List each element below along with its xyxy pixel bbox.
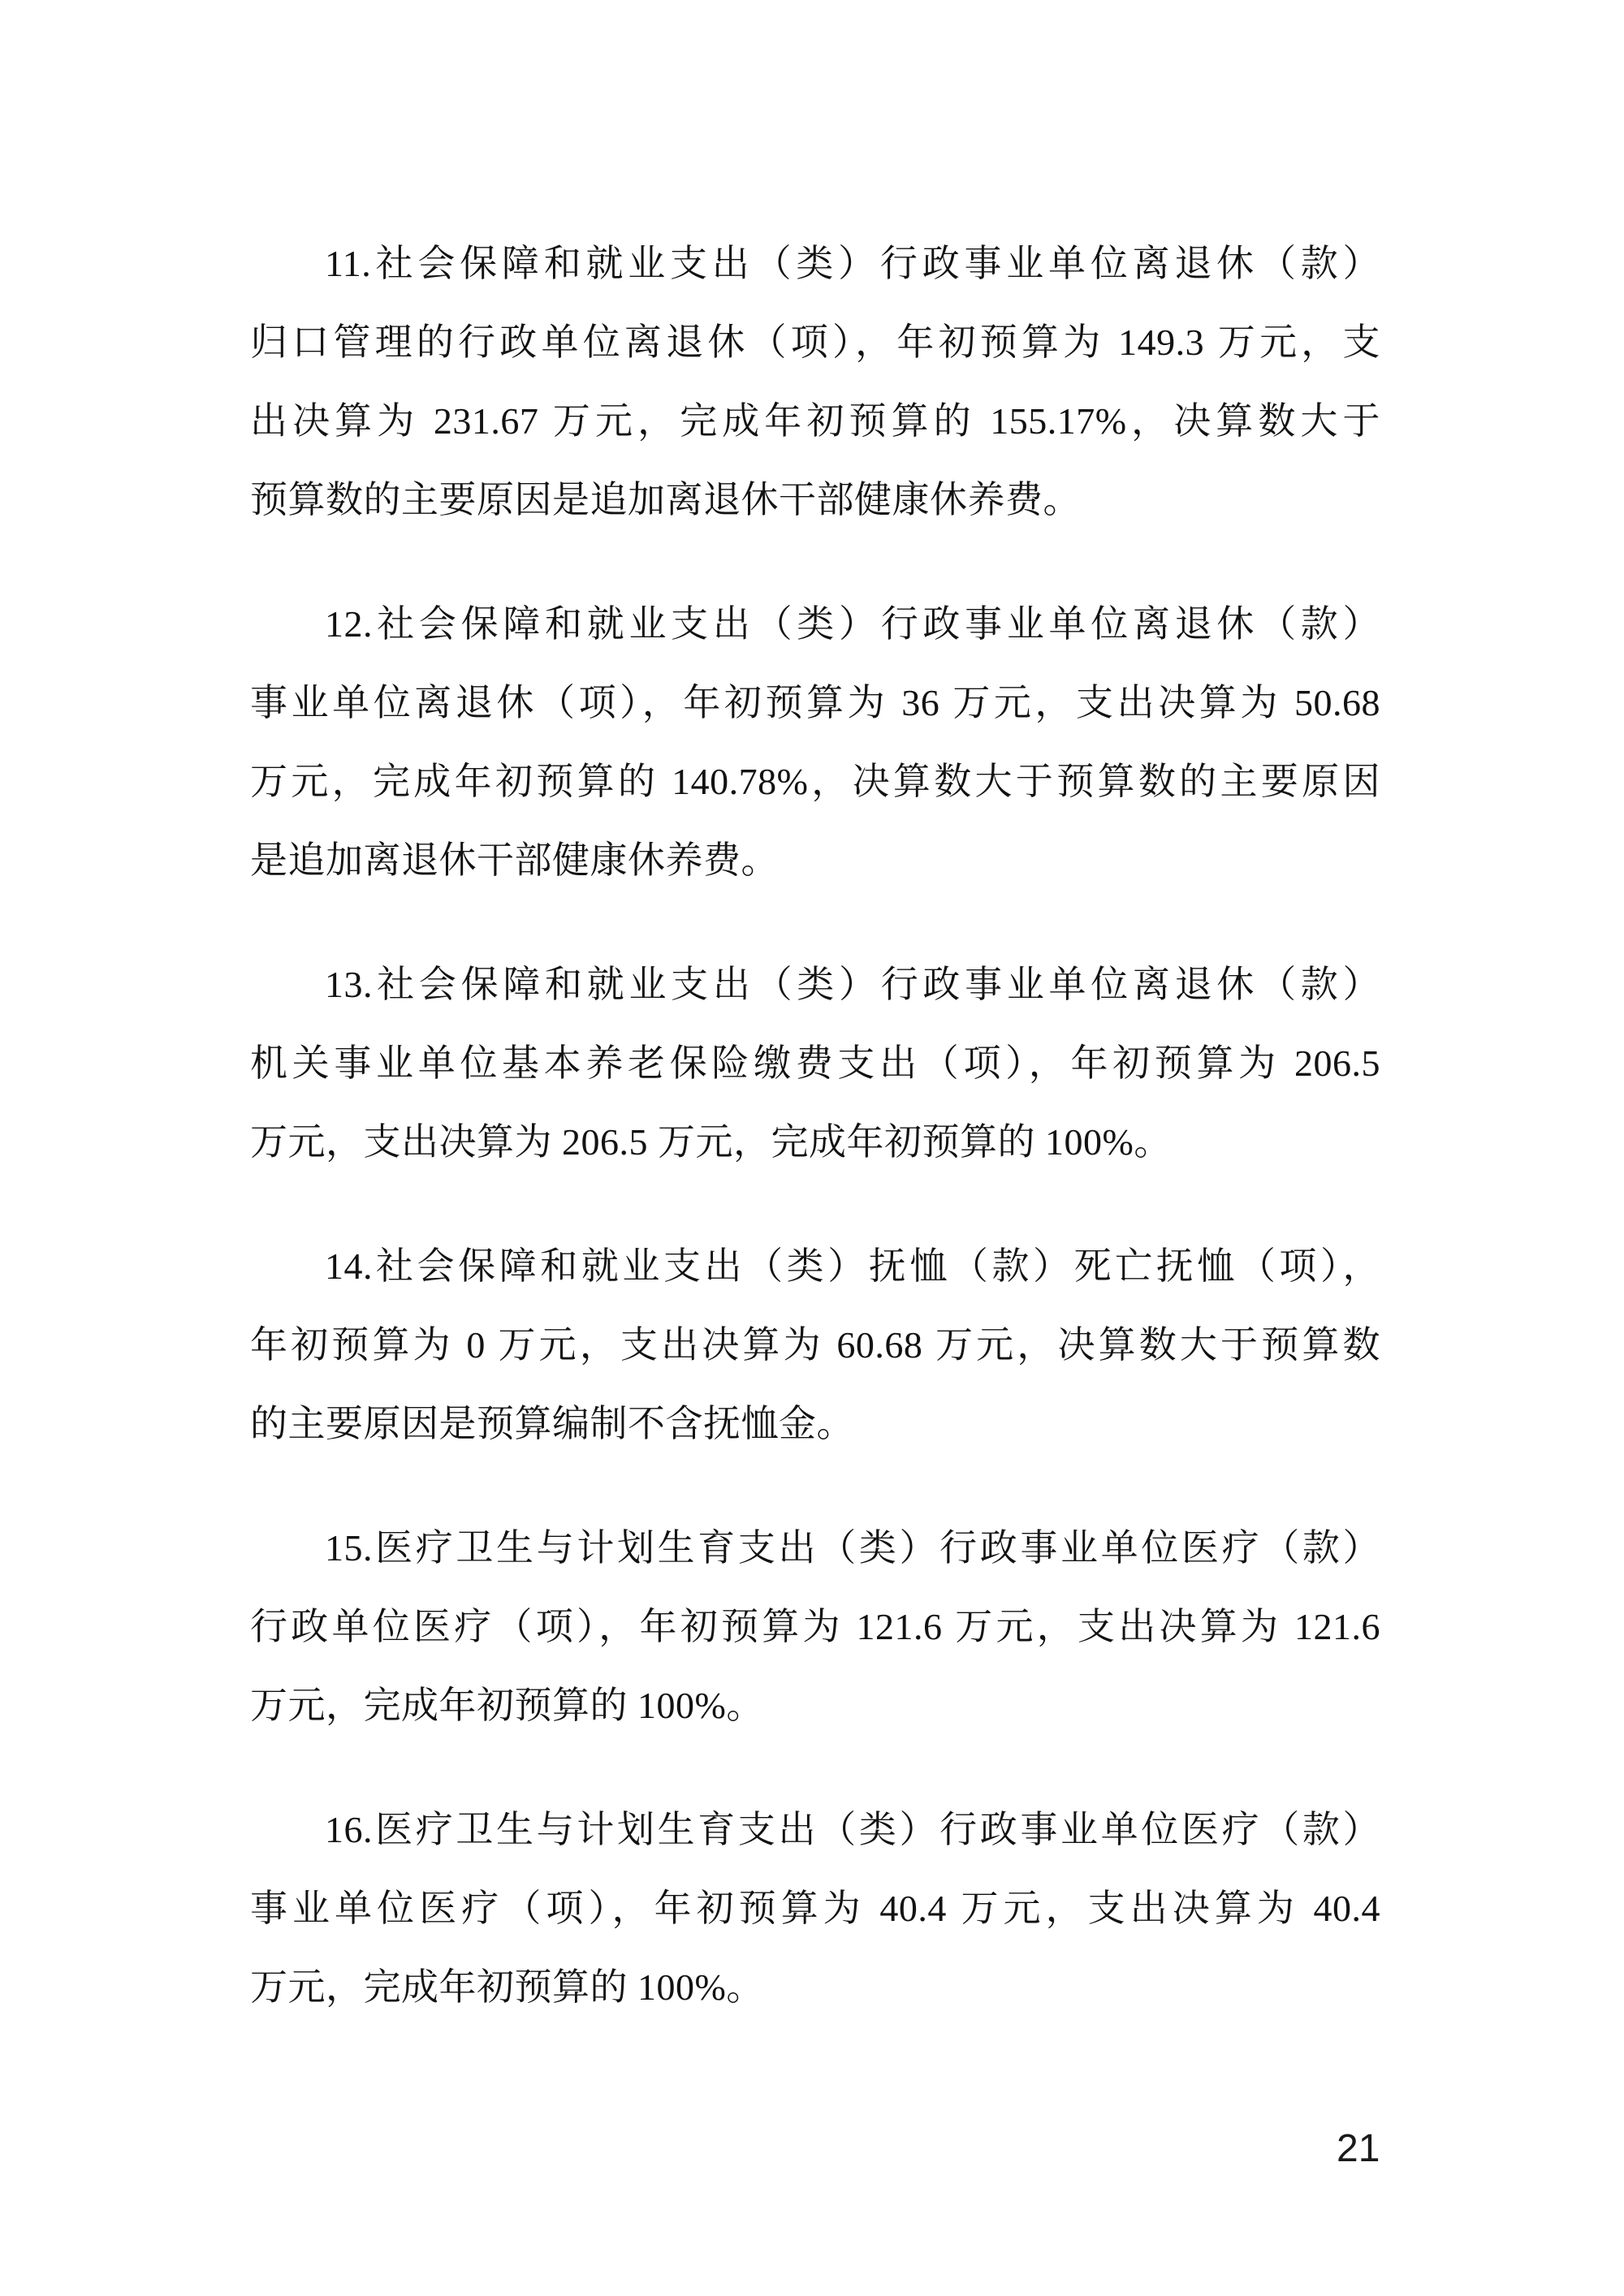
page-number: 21 [1337, 2127, 1380, 2170]
paragraph-16 [250, 1790, 1380, 2026]
paragraph-14-line-3: 的主要原因是预算编制不含抚恤金。 [250, 1403, 854, 1444]
document-body [250, 224, 1380, 2072]
paragraph-15-line-3: 万元，完成年初预算的 100%。 [250, 1685, 764, 1726]
paragraph-13 [250, 945, 1380, 1181]
paragraph-11-line-3: 出决算为 231.67 万元，完成年初预算的 155.17%，决算数大于 [250, 400, 1380, 442]
paragraph-15-line-1: 15.医疗卫生与计划生育支出（类）行政事业单位医疗（款） [325, 1527, 1380, 1569]
paragraph-15 [250, 1508, 1380, 1745]
paragraph-12-line-2: 事业单位离退休（项），年初预算为 36 万元，支出决算为 50.68 [250, 682, 1380, 723]
paragraph-12-line-4: 是追加离退休干部健康休养费。 [250, 839, 779, 881]
paragraph-13-line-1: 13.社会保障和就业支出（类）行政事业单位离退休（款） [325, 964, 1380, 1005]
paragraph-13-line-2: 机关事业单位基本养老保险缴费支出（项），年初预算为 206.5 [250, 1042, 1380, 1084]
paragraph-11-line-4: 预算数的主要原因是追加离退休干部健康休养费。 [250, 479, 1081, 520]
paragraph-12-line-1: 12.社会保障和就业支出（类）行政事业单位离退休（款） [325, 603, 1380, 645]
paragraph-13-line-3: 万元，支出决算为 206.5 万元，完成年初预算的 100%。 [250, 1121, 1172, 1163]
paragraph-15-line-2: 行政单位医疗（项），年初预算为 121.6 万元，支出决算为 121.6 [250, 1606, 1380, 1647]
paragraph-14-line-1: 14.社会保障和就业支出（类）抚恤（款）死亡抚恤（项）， [325, 1245, 1380, 1287]
paragraph-14-line-2: 年初预算为 0 万元，支出决算为 60.68 万元，决算数大于预算数 [250, 1324, 1380, 1366]
paragraph-12-line-3: 万元，完成年初预算的 140.78%，决算数大于预算数的主要原因 [250, 761, 1380, 802]
paragraph-16-line-1: 16.医疗卫生与计划生育支出（类）行政事业单位医疗（款） [325, 1809, 1380, 1850]
paragraph-11-line-1: 11.社会保障和就业支出（类）行政事业单位离退休（款） [325, 243, 1380, 284]
paragraph-12 [250, 585, 1380, 900]
paragraph-11 [250, 224, 1380, 539]
paragraph-14 [250, 1227, 1380, 1463]
paragraph-16-line-3: 万元，完成年初预算的 100%。 [250, 1966, 764, 2008]
paragraph-16-line-2: 事业单位医疗（项），年初预算为 40.4 万元，支出决算为 40.4 [250, 1888, 1380, 1929]
paragraph-11-line-2: 归口管理的行政单位离退休（项），年初预算为 149.3 万元，支 [250, 322, 1380, 363]
